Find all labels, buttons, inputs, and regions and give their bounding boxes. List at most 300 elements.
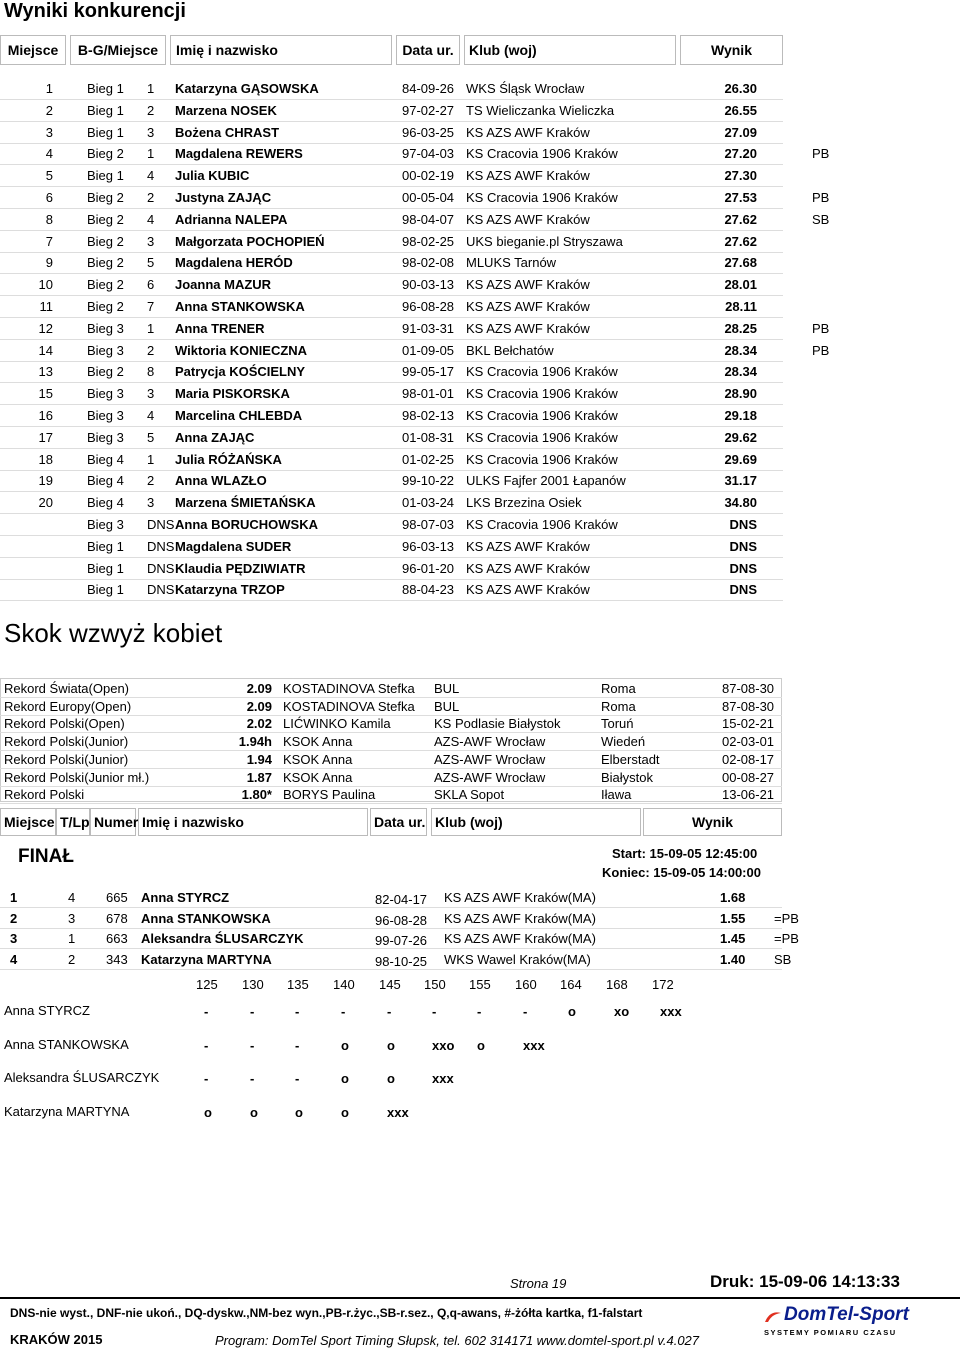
record-club: SKLA Sopot [434,787,505,803]
domtel-logo [760,1302,920,1350]
row-club: KS Cracovia 1906 Kraków [466,364,618,380]
start-time: Start: 15-09-05 12:45:00 [612,846,758,861]
record-row [0,733,782,751]
table-row [0,471,783,492]
table-row [0,101,783,122]
print-date: Druk: 15-09-06 14:13:33 [710,1272,900,1291]
row-result: 28.34 [724,342,757,358]
row-dob: 99-05-17 [402,364,455,380]
record-place: Białystok [601,769,654,785]
table-row [0,341,783,362]
record-holder: KOSTADINOVA Stefka [283,698,415,714]
height-value: 172 [652,977,674,992]
row-dob: 98-02-13 [402,408,455,423]
final-dob: 96-08-28 [375,912,428,928]
results-header [0,35,783,65]
record-date: 87-08-30 [722,698,775,714]
record-value: 1.87 [246,769,272,785]
row-result: 27.62 [724,211,757,227]
row-lane: 2 [147,102,155,118]
record-holder: KSOK Anna [283,769,353,785]
row-name: Magdalena HERÓD [175,255,293,271]
attempt-mark: - [387,1004,392,1019]
row-result: 28.25 [724,320,757,336]
height-value: 145 [379,977,401,992]
final-result: 1.55 [720,910,746,926]
row-name: Małgorzata POCHOPIEŃ [175,233,325,249]
attempt-mark: o [341,1071,349,1086]
row-place: 9 [45,255,53,271]
header-dob: Data ur. [396,35,460,65]
row-name: Julia KUBIC [175,168,250,184]
height-value: 140 [333,977,355,992]
row-name: Anna ZAJĄC [175,429,255,445]
table-row [0,275,783,296]
record-date: 02-08-17 [722,751,775,767]
height-value: 150 [424,977,446,992]
height-value: 130 [242,977,264,992]
header2-number: Numer [90,808,136,836]
row-heat: Bieg 3 [87,517,124,532]
height-value: 160 [515,977,537,992]
record-place: Elberstadt [601,751,660,767]
row-result: 29.69 [724,451,757,467]
row-heat: Bieg 1 [87,582,124,598]
row-lane: 1 [147,451,155,467]
row-name: Magdalena SUDER [175,538,292,554]
row-name: Bożena CHRAST [175,124,280,140]
row-heat: Bieg 1 [87,124,124,140]
final-lp: 2 [68,952,76,968]
row-place: 16 [38,408,53,423]
row-result: 31.17 [724,473,757,489]
row-dob: 98-02-08 [402,255,455,271]
row-place: 13 [38,364,53,380]
record-club: BUL [434,698,460,714]
row-place: 4 [45,146,53,162]
attempt-mark: o [477,1037,485,1053]
header2-name: Imię i nazwisko [138,808,368,836]
final-club: KS AZS AWF Kraków(MA) [444,931,596,947]
row-result: DNS [729,517,757,532]
height-value: 125 [196,977,218,992]
row-dob: 01-02-25 [402,451,455,467]
attempt-mark: o [295,1104,303,1120]
row-lane: DNS [147,538,175,554]
table-row [0,123,783,144]
row-heat: Bieg 3 [87,429,124,445]
row-place: 3 [45,124,53,140]
program-info: Program: DomTel Sport Timing Słupsk, tel. 602 314171 www.domtel-sport.pl v.4.027 [215,1333,700,1348]
table-row [0,428,783,449]
row-dob: 88-04-23 [402,582,455,598]
row-club: KS Cracovia 1906 Kraków [466,146,618,162]
row-result: 27.53 [724,190,757,205]
table-row [0,166,783,187]
row-lane: 4 [147,211,155,227]
final-row [0,950,792,970]
row-name: Magdalena REWERS [175,146,303,162]
final-club: KS AZS AWF Kraków(MA) [444,910,596,926]
row-heat: Bieg 1 [87,81,124,96]
table-row [0,559,783,580]
row-heat: Bieg 2 [87,146,124,162]
table-row [0,188,783,209]
row-place: 15 [38,386,53,402]
final-result: 1.45 [720,931,746,947]
row-place: 11 [39,299,53,314]
final-note: =PB [774,931,799,947]
row-note: PB [812,146,830,162]
row-heat: Bieg 1 [87,560,124,576]
row-dob: 98-04-07 [402,211,455,227]
row-name: Marcelina CHLEBDA [175,408,303,423]
row-club: KS Cracovia 1906 Kraków [466,190,618,205]
row-lane: 6 [147,277,155,293]
final-dob: 99-07-26 [375,933,428,949]
row-lane: 2 [147,342,155,358]
row-result: 26.30 [724,81,757,96]
row-club: WKS Śląsk Wrocław [466,81,585,96]
attempt-mark: - [295,1071,300,1086]
row-result: DNS [729,560,757,576]
header2-dob: Data ur. [370,808,427,836]
final-name: Anna STANKOWSKA [141,910,271,926]
record-date: 13-06-21 [722,787,775,803]
row-name: Anna STANKOWSKA [175,299,305,314]
final-result: 1.68 [720,890,746,905]
row-place: 14 [38,342,53,358]
row-place: 2 [45,102,53,118]
height-value: 168 [606,977,628,992]
final-row [0,888,782,908]
row-name: Anna BORUCHOWSKA [175,517,318,532]
record-place: Toruń [601,716,634,732]
row-lane: 4 [147,168,155,184]
row-club: TS Wieliczanka Wieliczka [466,102,615,118]
row-dob: 98-07-03 [402,517,455,532]
row-lane: 8 [147,364,155,380]
attempt-mark: - [295,1037,300,1053]
row-result: 28.11 [725,299,757,314]
final-number: 663 [106,931,128,947]
row-club: LKS Brzezina Osiek [466,495,582,511]
attempt-mark: o [341,1037,349,1053]
record-club: AZS-AWF Wrocław [434,769,546,785]
row-place: 20 [38,495,53,511]
final-place: 2 [10,910,18,926]
row-heat: Bieg 2 [87,255,124,271]
row-club: KS AZS AWF Kraków [466,560,590,576]
record-row [0,698,782,716]
row-dob: 96-03-13 [402,538,455,554]
final-result: 1.40 [720,952,746,968]
final-note: SB [774,952,792,968]
row-club: KS Cracovia 1906 Kraków [466,429,618,445]
row-result: 29.18 [724,408,757,423]
logo-text: DomTel-Sport [784,1304,909,1325]
final-row [0,909,799,929]
final-dob: 82-04-17 [375,892,428,907]
row-dob: 96-01-20 [402,560,455,576]
header2-result: Wynik [643,808,782,836]
row-club: BKL Bełchatów [466,342,554,358]
row-lane: 3 [147,124,155,140]
record-date: 87-08-30 [722,681,775,696]
row-name: Katarzyna GĄSOWSKA [175,81,319,96]
header-heat: B-G/Miejsce [70,35,166,65]
row-lane: 1 [147,146,155,162]
table-row [0,319,783,340]
row-note: SB [812,211,830,227]
record-value: 2.09 [246,681,272,696]
row-name: Marzena NOSEK [175,102,277,118]
final-note: =PB [774,910,799,926]
row-place: 10 [38,277,53,293]
record-value: 2.02 [246,716,272,732]
final-name: Anna STYRCZ [141,890,230,905]
header-club: Klub (woj) [464,35,676,65]
record-date: 02-03-01 [722,734,775,750]
attempt-mark: o [387,1037,395,1053]
record-row [0,680,782,698]
record-row [0,715,782,733]
final-place: 3 [10,931,18,947]
row-club: KS Cracovia 1906 Kraków [466,451,618,467]
row-lane: 5 [147,429,155,445]
row-heat: Bieg 2 [87,364,124,380]
attempt-mark: o [387,1071,395,1086]
row-result: 26.55 [724,102,757,118]
record-holder: LIĆWINKO Kamila [283,716,391,732]
row-name: Maria PISKORSKA [175,386,290,402]
height-value: 164 [560,977,582,992]
record-holder: KOSTADINOVA Stefka [283,681,415,696]
results-title: Wyniki konkurencji [4,0,186,22]
record-value: 1.80* [241,787,272,803]
record-row [0,751,782,769]
final-name: Katarzyna MARTYNA [141,952,272,968]
attempt-mark: xxx [523,1037,545,1053]
row-club: UKS bieganie.pl Stryszawa [466,233,623,249]
city-year: KRAKÓW 2015 [10,1332,103,1347]
row-name: Patrycja KOŚCIELNY [175,364,306,380]
record-place: Wiedeń [601,734,646,750]
attempt-athlete: Katarzyna MARTYNA [4,1103,130,1119]
end-time: Koniec: 15-09-05 14:00:00 [602,865,761,880]
attempt-mark: - [295,1004,300,1019]
row-heat: Bieg 3 [87,342,124,358]
row-place: 18 [38,451,53,467]
row-result: 27.30 [724,168,757,184]
legend-text: DNS-nie wyst., DNF-nie ukoń., DQ-dyskw.,NM-bez wyn.,PB-r.życ.,SB-r.sez., Q,q-awans, #-żółta kartka, f1-falstart [10,1306,643,1320]
attempt-mark: xxx [660,1004,682,1019]
row-place: 12 [38,320,53,336]
row-place: 7 [45,233,53,249]
row-note: PB [812,190,830,205]
row-name: Wiktoria KONIECZNA [175,342,308,358]
row-dob: 84-09-26 [402,81,455,96]
row-heat: Bieg 3 [87,386,124,402]
attempt-mark: o [250,1104,258,1120]
table-row [0,210,783,231]
row-place: 5 [45,168,53,184]
table-row [0,580,783,601]
record-label: Rekord Polski(Open) [4,716,125,732]
row-club: KS AZS AWF Kraków [466,124,590,140]
row-heat: Bieg 2 [87,190,124,205]
attempt-mark: - [250,1004,255,1019]
row-lane: 2 [147,473,155,489]
row-result: 27.09 [724,124,757,140]
row-lane: 3 [147,386,155,402]
row-heat: Bieg 1 [87,102,124,118]
row-club: KS AZS AWF Kraków [466,320,590,336]
attempt-mark: xxx [387,1104,409,1120]
logo-subtitle: SYSTEMY POMIARU CZASU [764,1328,897,1337]
final-club: KS AZS AWF Kraków(MA) [444,890,596,905]
row-place: 1 [45,81,53,96]
attempt-mark: - [341,1004,346,1019]
record-label: Rekord Świata(Open) [4,681,129,696]
table-row [0,493,783,514]
record-place: Iława [601,787,632,803]
row-dob: 97-04-03 [402,146,455,162]
row-name: Marzena ŚMIETAŃSKA [175,495,316,511]
record-value: 1.94h [238,734,272,750]
record-label: Rekord Europy(Open) [4,698,132,714]
row-dob: 90-03-13 [402,277,455,293]
record-club: BUL [434,681,460,696]
attempt-mark: o [204,1104,212,1120]
record-row [0,786,782,804]
record-label: Rekord Polski(Junior mł.) [4,769,150,785]
row-note: PB [812,342,830,358]
row-club: KS Cracovia 1906 Kraków [466,408,618,423]
height-value: 155 [469,977,491,992]
table-row [0,297,783,318]
row-heat: Bieg 2 [87,211,124,227]
row-dob: 01-03-24 [402,495,455,511]
row-name: Klaudia PĘDZIWIATR [175,560,306,576]
attempt-mark: - [250,1037,255,1053]
row-name: Adrianna NALEPA [175,211,288,227]
row-heat: Bieg 2 [87,299,124,314]
attempt-mark: - [204,1071,209,1086]
attempt-mark: - [477,1004,482,1019]
header-result: Wynik [680,35,783,65]
row-heat: Bieg 3 [87,408,124,423]
record-club: KS Podlasie Białystok [434,716,561,732]
header-name: Imię i nazwisko [170,35,392,65]
row-lane: 2 [147,190,155,205]
row-place: 8 [45,211,53,227]
final-number: 665 [106,890,128,905]
row-club: MLUKS Tarnów [466,255,557,271]
row-dob: 99-10-22 [402,473,455,489]
final-number: 343 [106,952,128,968]
logo-swoosh-icon [764,1310,782,1324]
row-dob: 00-02-19 [402,168,455,184]
row-result: 28.34 [724,364,757,380]
row-heat: Bieg 1 [87,168,124,184]
row-result: 28.90 [724,386,757,402]
row-dob: 01-09-05 [402,342,455,358]
row-note: PB [812,320,830,336]
attempt-mark: - [204,1004,209,1019]
final-dob: 98-10-25 [375,954,428,970]
final-number: 678 [106,910,128,926]
attempt-mark: xxo [432,1037,455,1053]
table-row [0,232,783,253]
record-value: 1.94 [246,751,272,767]
attempt-mark: - [523,1004,528,1019]
row-club: KS Cracovia 1906 Kraków [466,386,618,402]
table-row [0,144,783,165]
row-name: Joanna MAZUR [175,277,272,293]
row-club: KS AZS AWF Kraków [466,299,590,314]
row-name: Katarzyna TRZOP [175,582,285,598]
row-name: Julia RÓŻAŃSKA [175,451,282,467]
row-club: KS Cracovia 1906 Kraków [466,517,618,532]
table-row [0,537,783,558]
row-place: 6 [45,190,53,205]
row-club: KS AZS AWF Kraków [466,168,590,184]
row-dob: 91-03-31 [402,320,455,336]
record-club: AZS-AWF Wrocław [434,734,546,750]
attempt-mark: o [568,1004,576,1019]
row-result: 34.80 [724,495,757,511]
row-lane: 1 [147,320,155,336]
table-row [0,79,783,100]
attempt-athlete: Aleksandra ŚLUSARCZYK [4,1070,160,1085]
record-row [0,769,782,787]
row-result: 29.62 [724,429,757,445]
final-place: 1 [10,890,18,905]
row-lane: 1 [147,81,155,96]
row-heat: Bieg 4 [87,473,124,489]
row-heat: Bieg 2 [87,233,124,249]
table-row [0,450,783,471]
row-lane: DNS [147,517,175,532]
final-name: Aleksandra ŚLUSARCZYK [141,931,304,947]
table-row [0,384,783,405]
header-place: Miejsce [0,35,66,65]
record-holder: KSOK Anna [283,734,353,750]
record-value: 2.09 [246,698,272,714]
record-club: AZS-AWF Wrocław [434,751,546,767]
row-dob: 00-05-04 [402,190,455,205]
row-heat: Bieg 2 [87,277,124,293]
table-row [0,362,783,383]
row-club: ULKS Fajfer 2001 Łapanów [466,473,626,489]
row-heat: Bieg 1 [87,538,124,554]
row-result: 27.68 [724,255,757,271]
row-heat: Bieg 4 [87,451,124,467]
final-header [0,808,782,836]
row-club: KS AZS AWF Kraków [466,277,590,293]
attempt-athlete: Anna STYRCZ [4,1003,90,1018]
row-lane: 5 [147,255,155,271]
record-place: Roma [601,681,636,696]
row-name: Justyna ZAJĄC [175,190,272,205]
row-dob: 97-02-27 [402,102,455,118]
record-date: 15-02-21 [722,716,775,732]
row-heat: Bieg 4 [87,495,124,511]
row-dob: 96-03-25 [402,124,455,140]
record-place: Roma [601,698,636,714]
final-row [0,929,799,949]
